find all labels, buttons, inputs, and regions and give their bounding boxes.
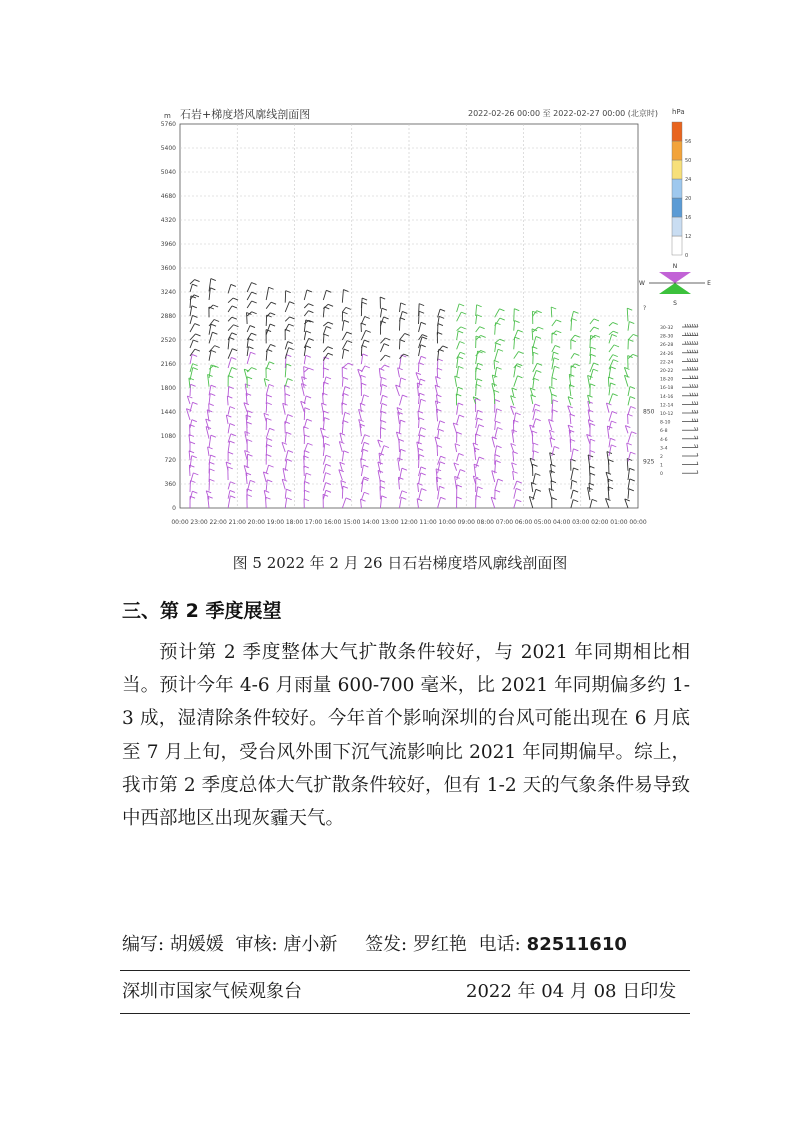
speed-legend-flag [697,453,698,456]
y-tick-label: 3240 [160,289,176,296]
y-tick-label: 3600 [160,265,176,272]
speed-legend-label: 18-20 [660,377,674,383]
compass-south-arrow [659,283,691,294]
y-tick-label: 1800 [160,385,176,392]
x-tick-label: 13:00 [381,519,399,526]
compass-label: S [673,300,677,307]
speed-legend-flag [692,367,693,370]
pressure-level-label: 850 [643,408,655,416]
colorbar-segment [672,217,682,236]
x-tick-label: 06:00 [514,519,533,526]
speed-legend-label: 20-22 [660,369,674,374]
x-tick-label: 01:00 [610,519,628,526]
speed-legend-flag [697,470,698,473]
figure-date-range: 2022-02-26 00:00 至 2022-02-27 00:00 (北京时) [468,109,659,118]
y-tick-label: 0 [172,505,176,512]
y-tick-label: 2160 [160,361,176,368]
speed-legend-flag [695,444,696,447]
speed-legend-flag [690,333,691,336]
speed-legend-flag [697,384,698,387]
wind-barb-shaft [419,304,420,316]
speed-legend-flag [690,324,691,327]
print-date: 2022 年 04 月 08 日印发 [466,981,677,1002]
wind-barb-shaft [608,377,609,387]
colorbar-tick-label: 50 [685,158,692,164]
speed-legend-flag [695,410,696,413]
x-tick-label: 12:00 [400,519,418,526]
speed-legend-flag [692,333,693,336]
wind-barb-shaft [266,395,267,404]
x-tick-label: 00:00 [629,519,647,526]
speed-legend-flag [685,333,686,336]
figure-caption: 图 5 2022 年 2 月 26 日石岩梯度塔风廓线剖面图 [232,554,568,572]
x-tick-label: 05:00 [533,519,552,526]
footer-rule-bottom [120,1013,690,1014]
wind-profile-chart [160,100,720,530]
speed-legend-flag [697,358,698,361]
figure-unit-left: m [164,112,171,120]
speed-legend-flag [692,350,693,353]
signer: 签发: 罗红艳 [365,934,467,955]
x-tick-label: 04:00 [553,519,571,526]
x-tick-label: 09:00 [457,519,475,526]
x-tick-label: 08:00 [476,519,494,526]
speed-legend-flag [692,393,693,396]
speed-legend-flag [690,341,691,344]
speed-legend-flag [697,367,698,370]
speed-legend-flag [692,401,693,404]
speed-legend-flag [690,358,691,361]
speed-legend-flag [695,358,696,361]
speed-legend-flag [685,341,686,344]
x-tick-label: 17:00 [304,519,323,526]
y-tick-label: 1080 [160,433,176,440]
x-tick-label: 19:00 [266,519,285,526]
speed-legend-flag [697,324,698,327]
y-tick-label: 4680 [160,193,176,200]
x-tick-label: 18:00 [285,519,304,526]
speed-legend-label: 0 [660,472,663,478]
colorbar-segment [672,160,682,179]
compass-label: E [707,280,711,287]
wind-barb-shaft [228,387,229,396]
speed-legend-flag [695,401,696,404]
speed-legend-label: 1 [660,463,663,469]
speed-legend-flag [692,358,693,361]
speed-legend-label: 10-12 [660,412,674,417]
footer-rule-top [120,970,690,971]
colorbar-segment [672,141,682,160]
y-tick-label: 3960 [160,241,176,248]
x-tick-label: 23:00 [190,519,208,526]
speed-legend-flag [685,324,686,327]
speed-legend-flag [697,436,698,439]
speed-legend-flag [692,376,693,379]
x-tick-label: 07:00 [495,519,514,526]
x-tick-label: 00:00 [171,519,189,526]
speed-legend-flag [695,367,696,370]
speed-legend-flag [690,367,691,370]
speed-legend-flag [695,350,696,353]
speed-legend-flag [695,393,696,396]
figure-unit-right: hPa [672,108,685,116]
x-tick-label: 02:00 [591,519,609,526]
speed-legend-label: 8-10 [660,420,671,426]
y-tick-label: 720 [164,457,176,464]
wind-profile-figure [160,100,720,530]
speed-legend-label: 28-30 [660,334,674,340]
speed-legend-flag [692,384,693,387]
colorbar-tick-label: 0 [685,253,689,259]
speed-legend-label: 16-18 [660,386,674,392]
speed-legend-flag [692,324,693,327]
y-tick-label: 5400 [160,145,176,152]
speed-legend-flag [687,358,688,361]
compass-label: W [639,280,645,287]
phone-label: 电话: [478,934,521,955]
writer: 编写: 胡媛媛 [122,934,224,955]
compass-north-arrow [659,272,691,283]
speed-legend-label: 3-4 [660,446,668,452]
speed-legend-label: 4-6 [660,437,668,443]
wind-barb-shaft [304,366,305,380]
y-tick-label: 5760 [160,121,176,128]
compass-label: N [672,263,678,270]
colorbar-tick-label: 12 [685,234,692,240]
y-tick-label: 2520 [160,337,176,344]
speed-legend-label: 24-26 [660,351,674,357]
speed-legend-flag [695,376,696,379]
y-tick-label: 5040 [160,169,176,176]
pressure-level-label: ? [643,305,647,312]
speed-legend-flag [695,419,696,422]
speed-legend-label: 22-24 [660,360,674,366]
speed-legend-flag [697,427,698,430]
y-tick-label: 4320 [160,217,176,224]
speed-legend-flag [697,393,698,396]
speed-legend-flag [695,436,696,439]
y-tick-label: 360 [164,481,176,488]
colorbar-segment [672,236,682,255]
wind-barb-shaft [590,335,591,348]
x-tick-label: 22:00 [209,519,227,526]
x-tick-label: 16:00 [324,519,342,526]
speed-legend-flag [697,410,698,413]
x-tick-label: 21:00 [228,519,246,526]
x-tick-label: 10:00 [438,519,456,526]
speed-legend-flag [692,419,693,422]
colorbar-segment [672,122,682,141]
speed-legend-flag [695,333,696,336]
colorbar-tick-label: 20 [685,196,692,202]
x-tick-label: 14:00 [362,519,380,526]
speed-legend-flag [697,341,698,344]
speed-legend-flag [697,444,698,447]
colorbar-tick-label: 16 [685,215,692,221]
reviewer: 审核: 唐小新 [235,934,338,955]
colorbar-tick-label: 56 [685,139,692,145]
phone-number: 82511610 [526,934,627,955]
x-tick-label: 11:00 [419,519,437,526]
speed-legend-flag [695,341,696,344]
speed-legend-flag [687,333,688,336]
speed-legend-flag [692,410,693,413]
colorbar-tick-label: 24 [685,177,692,183]
figure-title: 石岩+梯度塔风廓线剖面图 [180,108,311,121]
speed-legend-flag [690,350,691,353]
speed-legend-flag [687,324,688,327]
wind-barb-shaft [494,360,495,369]
speed-legend-flag [697,350,698,353]
x-tick-label: 15:00 [343,519,361,526]
wind-barb-shaft [551,307,552,317]
wind-barb-shaft [514,309,515,322]
wind-barb-shaft [266,403,267,413]
colorbar-segment [672,179,682,198]
section-heading: 三、第 2 季度展望 [122,600,282,622]
speed-legend-flag [695,427,696,430]
publisher: 深圳市国家气候观象台 [122,981,302,1002]
wind-barb-shaft [304,408,305,420]
speed-legend-label: 12-14 [660,403,674,409]
colorbar-segment [672,198,682,217]
wind-barb-shaft [323,368,324,378]
speed-legend-flag [690,384,691,387]
wind-barb-shaft [418,411,419,420]
outlook-paragraph: 预计第 2 季度整体大气扩散条件较好，与 2021 年同期相比相当。预计今年 4-6 月雨量 600-700 毫米，比 2021 年同期偏多约 1-3 成，湿清除条件较好。今年首个影响深圳的台风可能出现在 6 月底至 7 月上旬，受台风外围下沉气流影响比 2021 年同期偏早。综上，我市第 2 季度总体大气扩散条件较好，但有 1-2 天的气象条件易导致中西部地区出现灰霾天气。 [122,642,690,830]
speed-legend-label: 26-28 [660,343,674,349]
y-tick-label: 1440 [160,409,176,416]
wind-barb-shaft [247,313,248,324]
speed-legend-flag [697,333,698,336]
speed-legend-flag [690,393,691,396]
speed-legend-flag [697,376,698,379]
speed-legend-flag [697,462,698,465]
speed-legend-flag [697,419,698,422]
speed-legend-flag [692,341,693,344]
speed-legend-flag [697,401,698,404]
speed-legend-flag [695,324,696,327]
x-tick-label: 20:00 [247,519,265,526]
speed-legend-label: 14-16 [660,394,674,400]
speed-legend-flag [690,376,691,379]
speed-legend-label: 2 [660,455,663,460]
pressure-level-label: 925 [643,458,655,466]
speed-legend-flag [695,384,696,387]
speed-legend-flag [687,341,688,344]
x-tick-label: 03:00 [572,519,590,526]
speed-legend-flag [687,367,688,370]
speed-legend-flag [687,350,688,353]
speed-legend-label: 30-32 [660,326,674,331]
credits-line [122,930,633,956]
speed-legend-label: 6-8 [660,429,668,435]
y-tick-label: 2880 [160,313,176,320]
